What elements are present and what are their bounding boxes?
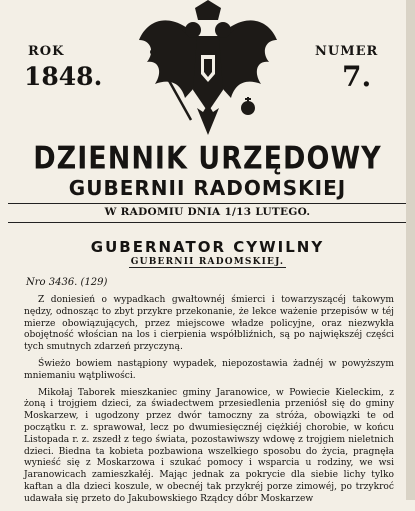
page-edge <box>406 0 415 500</box>
section-heading: GUBERNATOR CYWILNY <box>90 238 325 256</box>
document-reference: Nro 3436. (129) <box>26 277 108 288</box>
divider-top <box>8 203 407 204</box>
article-body <box>24 295 394 511</box>
number-label: NUMER <box>315 44 379 59</box>
paragraph: Z doniesień o wypadkach gwałtownéj śmierci i towarzyszącéj takowym nędzy, odnosząc to zbyt przykre przekonanie, że lekce ważenie przepisów w téj mierze obowiązujących, przez miejscowe władze policyjne, oraz niezwykła obojętność włościan na los i cierpienia współbliźnich, są po największéj części tych smutnych zdarzeń przyczyną. <box>24 295 394 353</box>
newspaper-title: DZIENNIK URZĘDOWY <box>33 140 382 177</box>
double-headed-eagle-emblem <box>133 0 283 140</box>
paragraph: Świeżo bowiem nastąpiony wypadek, niepozostawia żadnéj w powyższym mniemaniu wątpliwości. <box>24 358 394 381</box>
section-subheading: GUBERNII RADOMSKIEJ. <box>130 257 285 267</box>
year-value: 1848. <box>24 62 103 91</box>
newspaper-subtitle: GUBERNII RADOMSKIEJ <box>68 176 347 200</box>
number-value: 7. <box>342 60 372 93</box>
divider-bottom <box>8 222 407 223</box>
paragraph: Mikołaj Taborek mieszkaniec gminy Jaranowice, w Powiecie Kieleckim, z żoną i trojgiem dzieci, za świadectwem przesiedlenia przeniósł się do gminy Moskarzew, i ugodzony przez dwór tamoczny za stróża, obowiązki te od początku r. z. sprawował, lecz po dwumiesięcznéj ciężkiéj chorobie, w końcu Listopada r. z. zszedł z tego świata, pozostawiwszy wdowę z trojgiem nieletnich dzieci. Biedna ta kobieta pozbawiona wszelkiego sposobu do życia, pragnęła wynieść się z Moskarzowa i szukać pomocy i wsparcia u rodziny, we wsi Jaranowicach zamieszkałéj. Mając jednak za pokrycie dla siebie lichy tylko kaftan a dla dzieci koszule, w obecnéj tak przykréj porze zimowéj, po trzykroć udawała się przeto do Jakubowskiego Rządcy dóbr Moskarzew <box>24 387 394 504</box>
year-label: ROK <box>28 44 65 59</box>
section-subheading-wrap <box>0 257 415 267</box>
dateline: W RADOMIU DNIA 1/13 LUTEGO. <box>104 206 311 218</box>
